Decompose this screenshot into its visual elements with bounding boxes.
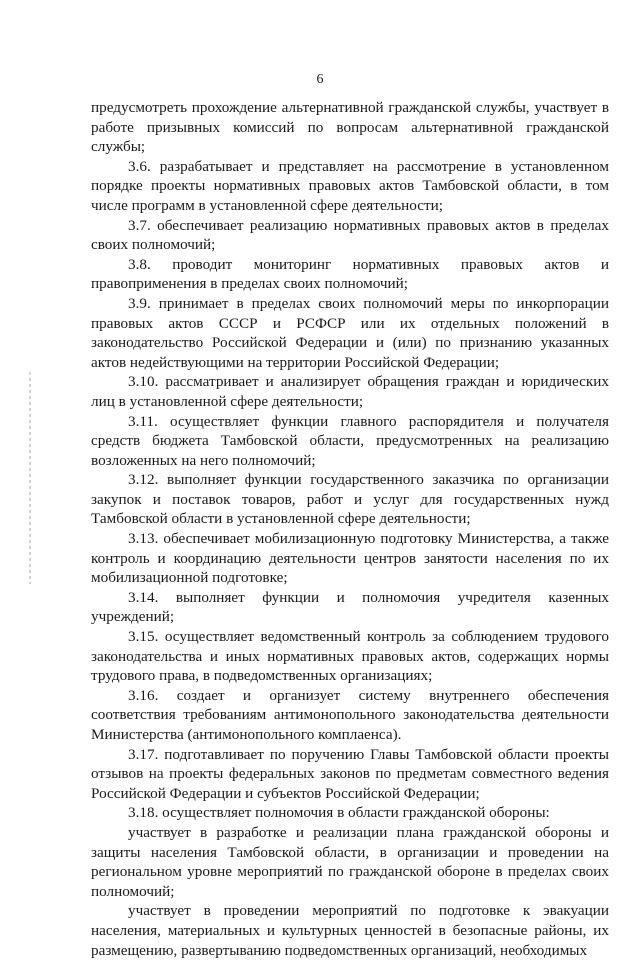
paragraph-3-18: 3.18. осуществляет полномочия в области гражданской обороны: [128, 804, 550, 822]
paragraph-3-9: 3.9. принимает в пределах своих полномочий меры по инкорпорации правовых актов СССР и РСФСР или их отдельных положений в законодательство Российской Федерации и (или) по признанию указанных актов недействующими на территории Российской Федерации; [91, 294, 609, 371]
paragraph-3-16: 3.16. создает и организует систему внутреннего обеспечения соответствия требованиям антимонопольного законодательства деятельности Министерства (антимонопольного комплаенса). [91, 686, 609, 743]
paragraph-3-6: 3.6. разрабатывает и представляет на рассмотрение в установленном порядке проекты нормативных правовых актов Тамбовской области, в том числе программ в установленной сфере деятельности; [91, 157, 609, 214]
margin-registration-mark [29, 372, 31, 584]
paragraph-3-17: 3.17. подготавливает по поручению Главы Тамбовской области проекты отзывов на проекты федеральных законов по предметам совместного ведения Российской Федерации и субъектов Российской Федерации; [91, 745, 609, 802]
paragraph-3-12: 3.12. выполняет функции государственного заказчика по организации закупок и поставок товаров, работ и услуг для государственных нужд Тамбовской области в установленной сфере деятельности; [91, 471, 609, 528]
paragraph-3-13: 3.13. обеспечивает мобилизационную подготовку Министерства, а также контроль и координацию деятельности центров занятости населения по их мобилизационной подготовке; [91, 530, 609, 587]
paragraph-3-8: 3.8. проводит мониторинг нормативных правовых актов и правоприменения в пределах своих полномочий; [91, 255, 609, 293]
paragraph-3-10: 3.10. рассматривает и анализирует обращения граждан и юридических лиц в установленной сфере деятельности; [91, 373, 609, 410]
paragraph-3-18-item-1: участвует в разработке и реализации плана гражданской обороны и защиты населения Тамбовской области, в организации и проведении на региональном уровне мероприятий по гражданской обороне в пределах своих полномочий; [91, 823, 609, 900]
paragraph-3-18-item-2: участвует в проведении мероприятий по подготовке к эвакуации населения, материальных и культурных ценностей в безопасные районы, их размещению, развертыванию подведомственных организаций, необходимых [91, 902, 609, 959]
page-number: 6 [316, 72, 324, 87]
paragraph-3-14: 3.14. выполняет функции и полномочия учредителя казенных учреждений; [91, 588, 609, 626]
paragraph-3-11: 3.11. осуществляет функции главного распорядителя и получателя средств бюджета Тамбовской области, предусмотренных на реализацию возложенных на него полномочий; [91, 412, 609, 469]
document-body [91, 98, 609, 960]
paragraph-3-15: 3.15. осуществляет ведомственный контроль за соблюдением трудового законодательства и иных нормативных правовых актов, содержащих нормы трудового права, в подведомственных организациях; [91, 628, 609, 685]
paragraph-continuation: предусмотреть прохождение альтернативной гражданской службы, участвует в работе призывных комиссий по вопросам альтернативной гражданской службы; [91, 99, 609, 156]
paragraph-3-7: 3.7. обеспечивает реализацию нормативных правовых актов в пределах своих полномочий; [91, 216, 609, 254]
